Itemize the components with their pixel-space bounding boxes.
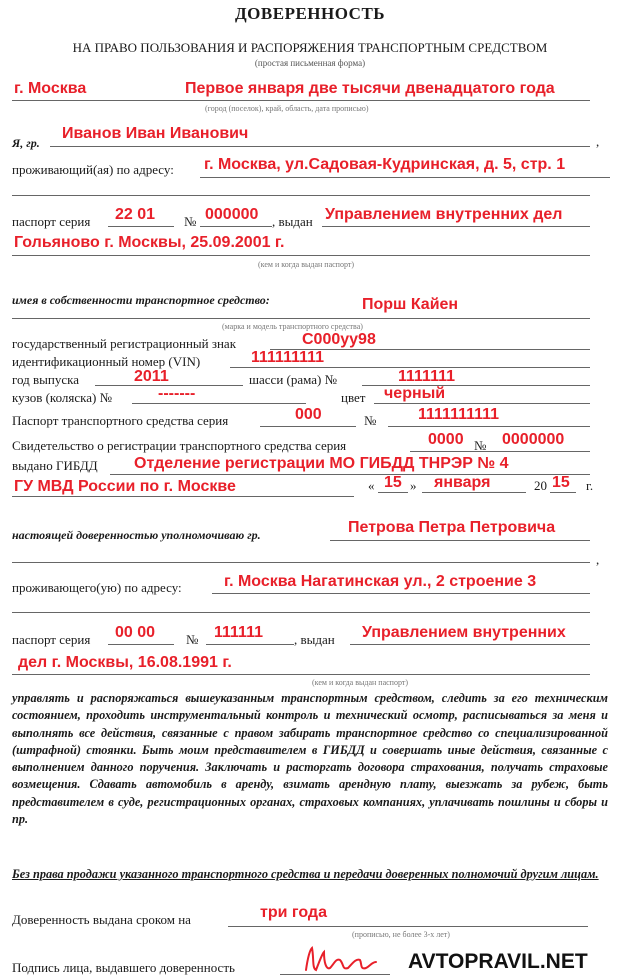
- agent-issued-by-value-2: дел г. Москвы, 16.08.1991 г.: [18, 654, 232, 671]
- document-subtitle: НА ПРАВО ПОЛЬЗОВАНИЯ И РАСПОРЯЖЕНИЯ ТРАНСПОРТНЫМ СРЕДСТВОМ: [72, 40, 548, 55]
- handwritten-signature: [300, 942, 380, 976]
- powers-paragraph: управлять и распоряжаться вышеуказанным транспортным средством, следить за его техническим состоянием, проходить инструментальный контроль и технический осмотр, расписываться за меня и выполнять все действия, связанные с правом забирать транспортное средство со специализированной (штрафной) стоянки. Быть моим представителем в ГИБДД и совершать иные действия, связанные с выполнением данного поручения. Заключать и расторгать договора страхования, получать страховые возмещения. Сдавать автомобиль в аренду, взимать арендную плату, выезжать за рубеж, быть представителем в суде, регистрационных органах, страховых компаниях, уплачивать пошлины и сборы и пр.: [12, 691, 608, 827]
- principal-passport-label: паспорт серия: [12, 214, 91, 229]
- principal-label: Я, гр.: [12, 136, 40, 150]
- agent-address-label: проживающего(ую) по адресу:: [12, 580, 182, 595]
- brand-watermark: AVTOPRAVIL.NET: [408, 950, 588, 973]
- chassis-value: 1111111: [398, 368, 455, 385]
- srts-label: Свидетельство о регистрации транспортного средства серия: [12, 438, 347, 453]
- term-caption: (прописью, не более 3-х лет): [352, 930, 450, 939]
- srts-series-value: 0000: [428, 431, 464, 448]
- pts-label: Паспорт транспортного средства серия: [12, 413, 229, 428]
- vehicle-owned-label: имея в собственности транспортное средство:: [12, 293, 270, 307]
- vehicle-model-caption: (марка и модель транспортного средства): [222, 322, 363, 331]
- principal-passport-series-value: 22 01: [115, 206, 156, 223]
- agent-issued-caption: (кем и когда выдан паспорт): [312, 678, 409, 687]
- principal-address-line-2: [12, 195, 590, 196]
- principal-address-value: г. Москва, ул.Садовая-Кудринская, д. 5, стр. 1: [204, 156, 566, 173]
- principal-name-value: Иванов Иван Иванович: [62, 125, 249, 142]
- place-date-caption: (город (поселок), край, область, дата прописью): [205, 104, 369, 113]
- gibdd-label: выдано ГИБДД: [12, 458, 98, 473]
- date-in-words-value: Первое января две тысячи двенадцатого года: [185, 80, 555, 97]
- agent-issued-by-value-1: Управлением внутренних: [362, 624, 566, 641]
- city-value: г. Москва: [14, 80, 87, 97]
- chassis-label: шасси (рама) №: [249, 372, 338, 387]
- agent-passport-series-value: 00 00: [115, 624, 156, 641]
- gibdd-value-2: ГУ МВД России по г. Москве: [14, 478, 236, 495]
- principal-issued-by-value-2: Гольяново г. Москвы, 25.09.2001 г.: [14, 234, 285, 251]
- form-note: (простая письменная форма): [254, 58, 366, 68]
- principal-passport-number-value: 000000: [205, 206, 259, 223]
- pts-number-value: 1111111111: [418, 406, 500, 423]
- principal-issued-caption: (кем и когда выдан паспорт): [258, 260, 355, 269]
- signature-label: Подпись лица, выдавшего доверенность: [12, 960, 235, 975]
- principal-name-line: [50, 146, 590, 147]
- issue-year-value: 15: [552, 474, 570, 491]
- year-label: год выпуска: [12, 372, 79, 387]
- restriction-paragraph: Без права продажи указанного транспортного средства и передачи доверенных полномочий другим лицам.: [12, 867, 599, 881]
- principal-address-label: проживающий(ая) по адресу:: [12, 162, 174, 177]
- agent-label: настоящей доверенностью уполномочиваю гр.: [12, 528, 261, 542]
- term-label: Доверенность выдана сроком на: [12, 912, 191, 927]
- srts-number-value: 0000000: [502, 431, 565, 448]
- reg-plate-value: С000уу98: [302, 331, 376, 348]
- term-value: три года: [260, 904, 327, 921]
- issue-day-value: 15: [384, 474, 402, 491]
- gibdd-value-1: Отделение регистрации МО ГИБДД ТНРЭР № 4: [134, 455, 509, 472]
- place-date-line: [12, 100, 590, 101]
- vin-label: идентификационный номер (VIN): [12, 354, 201, 369]
- principal-address-line: [200, 177, 610, 178]
- year-value: 2011: [134, 368, 169, 385]
- agent-passport-number-value: 111111: [214, 624, 263, 641]
- body-value: -------: [158, 385, 196, 402]
- reg-plate-label: государственный регистрационный знак: [12, 336, 237, 351]
- body-label: кузов (коляска) №: [12, 390, 113, 405]
- document-title: ДОВЕРЕННОСТЬ: [234, 4, 386, 23]
- principal-issued-by-value-1: Управлением внутренних дел: [325, 206, 563, 223]
- agent-name-value: Петрова Петра Петровича: [348, 519, 556, 536]
- issue-month-value: января: [434, 474, 491, 491]
- agent-address-value: г. Москва Нагатинская ул., 2 строение 3: [224, 573, 537, 590]
- color-value: черный: [384, 385, 446, 402]
- agent-passport-label: паспорт серия: [12, 632, 91, 647]
- vin-value: 111111111: [251, 349, 325, 366]
- vehicle-model-value: Порш Кайен: [362, 296, 459, 313]
- color-label: цвет: [341, 390, 366, 405]
- pts-series-value: 000: [295, 406, 322, 423]
